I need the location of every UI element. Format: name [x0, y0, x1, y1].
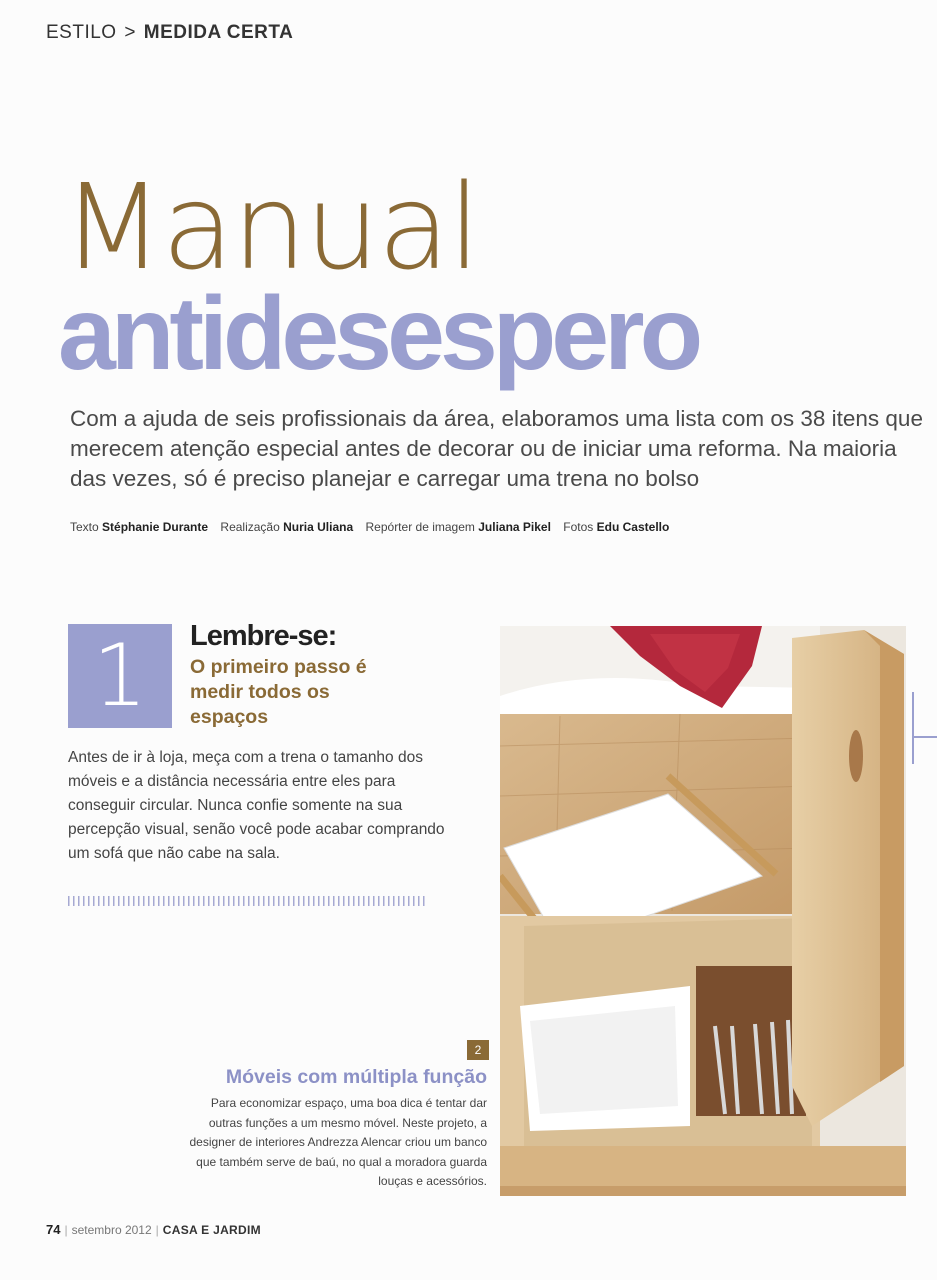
credit-item [70, 520, 208, 534]
footer-divider: | [155, 1223, 159, 1237]
credit-item [220, 520, 353, 534]
storage-bench-photo [500, 626, 906, 1196]
credit-name: Juliana Pikel [478, 520, 551, 534]
credit-name: Edu Castello [596, 520, 670, 534]
issue-date: setembro 2012 [71, 1223, 152, 1237]
section-breadcrumb [46, 22, 293, 44]
lede-paragraph: Com a ajuda de seis profissionais da área, elaboramos uma lista com os 38 itens que merecem atenção especial antes de decorar ou de iniciar uma reforma. Na maioria das vezes, só é preciso planejar e carregar uma trena no bolso [70, 406, 923, 491]
credit-role: Realização [220, 520, 280, 534]
page-edge-tab-line [912, 736, 937, 738]
credit-name: Nuria Uliana [283, 520, 354, 534]
tip-1-number-box [68, 624, 172, 728]
tip-1-subheading: O primeiro passo é medir todos os espaços [190, 656, 367, 728]
credit-role: Repórter de imagem [365, 520, 475, 534]
tip-1-number: 1 [92, 626, 148, 726]
page-number: 74 [46, 1222, 61, 1237]
storage-bench-illustration [500, 626, 906, 1196]
footer-divider: | [64, 1223, 68, 1237]
subsection-label: MEDIDA CERTA [143, 22, 294, 43]
tip-2-number: 2 [467, 1040, 489, 1060]
credit-name: Stéphanie Durante [102, 520, 209, 534]
dotted-divider [68, 896, 428, 906]
magazine-name: CASA E JARDIM [162, 1223, 261, 1237]
page-footer [46, 1222, 261, 1237]
credits-line [70, 520, 678, 534]
title-line-2: antidesespero [58, 276, 699, 392]
breadcrumb-separator: > [124, 22, 136, 43]
title-line-1 [62, 158, 479, 296]
title-line-1-text: Manual [62, 158, 479, 296]
tip-2-heading: Móveis com múltipla função [225, 1066, 487, 1088]
credit-role: Texto [70, 520, 99, 534]
tip-2-body: Para economizar espaço, uma boa dica é tentar dar outras funções a um mesmo móvel. Neste projeto, a designer de interiores Andrezza Alencar criou um banco que também serve de baú, no qual a moradora guarda louças e acessórios. [189, 1096, 487, 1188]
credit-item [563, 520, 669, 534]
credit-item [366, 520, 551, 534]
section-label: ESTILO [46, 22, 117, 43]
tip-1-heading: Lembre-se: [190, 620, 337, 652]
tip-1-body: Antes de ir à loja, meça com a trena o tamanho dos móveis e a distância necessária entre eles para conseguir circular. Nunca confie somente na sua percepção visual, senão você pode acabar comprando um sofá que não cabe na sala. [68, 749, 445, 862]
credit-role: Fotos [563, 520, 594, 534]
page-edge-tab [912, 692, 914, 764]
